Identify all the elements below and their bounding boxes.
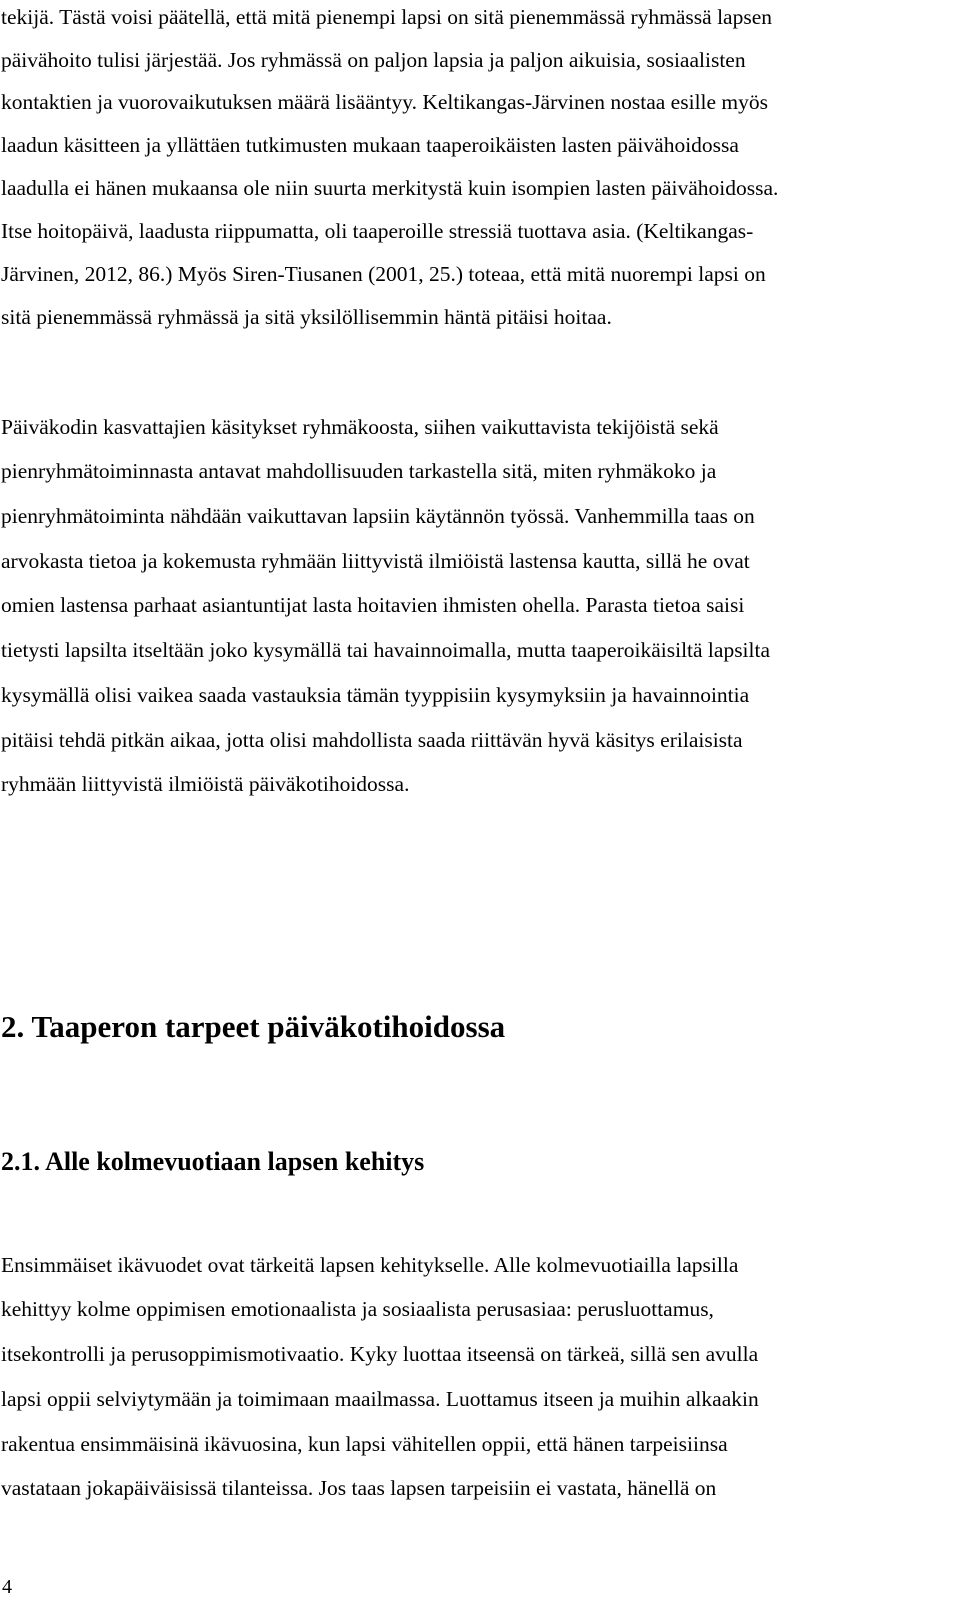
text-line: arvokasta tietoa ja kokemusta ryhmään liittyvistä ilmiöistä lastensa kautta, sillä he ovat [1, 549, 750, 573]
section-heading: 2. Taaperon tarpeet päiväkotihoidossa [1, 1009, 506, 1044]
text-line: tekijä. Tästä voisi päätellä, että mitä pienempi lapsi on sitä pienemmässä ryhmässä lapsen [1, 5, 772, 29]
page-number: 4 [2, 1576, 12, 1598]
text-line: pienryhmätoiminta nähdään vaikuttavan lapsiin käytännön työssä. Vanhemmilla taas on [1, 504, 755, 528]
text-line: kontaktien ja vuorovaikutuksen määrä lisääntyy. Keltikangas-Järvinen nostaa esille myös [1, 90, 769, 114]
text-line: omien lastensa parhaat asiantuntijat lasta hoitavien ihmisten ohella. Parasta tietoa saisi [1, 593, 745, 617]
text-line: vastataan jokapäiväisissä tilanteissa. Jos taas lapsen tarpeisiin ei vastata, hänellä on [1, 1476, 717, 1500]
text-line: laadulla ei hänen mukaansa ole niin suurta merkitystä kuin isompien lasten päivähoidossa. [1, 176, 779, 200]
text-line: sitä pienemmässä ryhmässä ja sitä yksilöllisemmin häntä pitäisi hoitaa. [1, 305, 612, 329]
text-line: pitäisi tehdä pitkän aikaa, jotta olisi mahdollista saada riittävän hyvä käsitys erilaisista [1, 728, 743, 752]
text-line: laadun käsitteen ja yllättäen tutkimusten mukaan taaperoikäisten lasten päivähoidossa [1, 133, 739, 157]
text-line: päivähoito tulisi järjestää. Jos ryhmässä on paljon lapsia ja paljon aikuisia, sosiaalisten [1, 48, 746, 72]
subsection-heading: 2.1. Alle kolmevuotiaan lapsen kehitys [1, 1147, 425, 1176]
text-line: Ensimmäiset ikävuodet ovat tärkeitä lapsen kehitykselle. Alle kolmevuotiailla lapsilla [1, 1253, 739, 1277]
text-line: lapsi oppii selviytymään ja toimimaan maailmassa. Luottamus itseen ja muihin alkaakin [1, 1387, 759, 1411]
text-line: kehittyy kolme oppimisen emotionaalista ja sosiaalista perusasiaa: perusluottamus, [1, 1297, 714, 1321]
text-line: Järvinen, 2012, 86.) Myös Siren-Tiusanen (2001, 25.) toteaa, että mitä nuorempi lapsi on [1, 262, 766, 286]
text-line: rakentua ensimmäisinä ikävuosina, kun lapsi vähitellen oppii, että hänen tarpeisiinsa [1, 1432, 728, 1456]
text-line: ryhmään liittyvistä ilmiöistä päiväkotihoidossa. [1, 772, 410, 796]
text-line: Itse hoitopäivä, laadusta riippumatta, oli taaperoille stressiä tuottava asia. (Keltikangas- [1, 219, 754, 243]
text-line: kysymällä olisi vaikea saada vastauksia tämän tyyppisiin kysymyksiin ja havainnointia [1, 683, 750, 707]
text-line: itsekontrolli ja perusoppimismotivaatio. Kyky luottaa itseensä on tärkeä, sillä sen avulla [1, 1342, 759, 1366]
text-line: tietysti lapsilta itseltään joko kysymällä tai havainnoimalla, mutta taaperoikäisiltä lapsilta [1, 638, 771, 662]
text-line: Päiväkodin kasvattajien käsitykset ryhmäkoosta, siihen vaikuttavista tekijöistä sekä [1, 415, 719, 439]
text-line: pienryhmätoiminnasta antavat mahdollisuuden tarkastella sitä, miten ryhmäkoko ja [1, 459, 717, 483]
